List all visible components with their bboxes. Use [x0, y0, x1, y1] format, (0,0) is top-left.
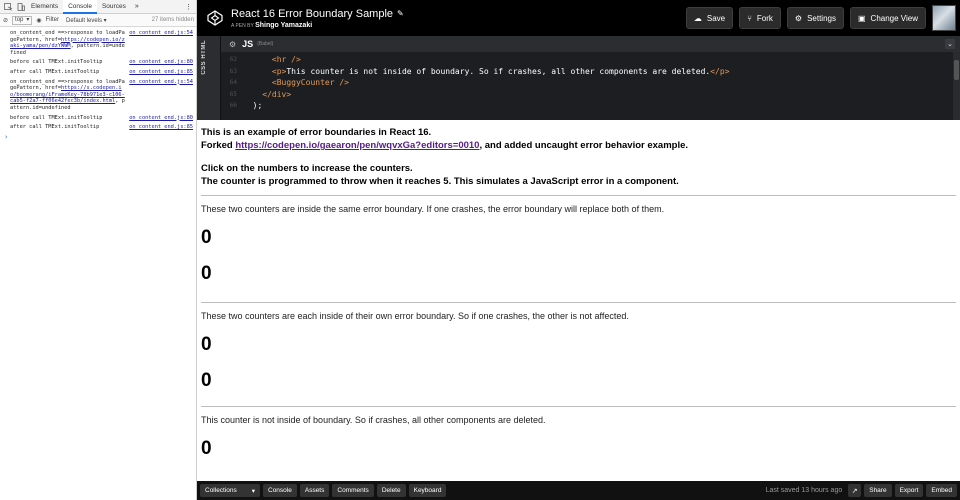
console-filterbar — [0, 14, 196, 27]
editor-collapse-chevron-down-icon[interactable]: ⌄ — [945, 39, 955, 49]
collections-label: Collections — [205, 487, 237, 494]
dropdown-arrow-icon: ▾ — [251, 487, 255, 495]
code-content — [243, 77, 349, 89]
edit-title-pencil-icon[interactable]: ✎ — [397, 9, 404, 18]
save-button[interactable] — [686, 7, 733, 29]
by-label: A PEN BY — [231, 22, 254, 29]
devtools-menu-icon[interactable]: ⋮ — [185, 3, 192, 11]
keyboard-button[interactable]: Keyboard — [409, 484, 447, 497]
last-saved-status: Last saved 13 hours ago — [765, 487, 843, 494]
code-line — [221, 89, 950, 101]
line-number: 62 — [229, 56, 237, 63]
tab-sources[interactable]: Sources — [101, 2, 126, 10]
code-content — [243, 54, 301, 66]
device-toolbar-icon[interactable] — [16, 2, 26, 12]
log-message-text: before call TMExt.initTooltip — [10, 114, 103, 121]
clear-console-icon[interactable]: ⊘ — [3, 17, 9, 24]
code-line — [221, 77, 950, 89]
assets-button[interactable]: Assets — [300, 484, 330, 497]
inspect-element-icon[interactable] — [3, 2, 13, 12]
pen-author[interactable]: Shingo Yamazaki — [255, 21, 313, 29]
filter-input[interactable]: Filter — [45, 17, 59, 23]
fork-label: Fork — [756, 13, 773, 23]
log-source-link[interactable]: on_content_end.js:54 — [129, 30, 193, 36]
section-3-description: This counter is not inside of boundary. So if crashes, all other components are deleted. — [201, 415, 546, 425]
pen-title[interactable]: React 16 Error Boundary Sample — [231, 7, 394, 20]
log-message-text: after call TMExt.initTooltip — [10, 124, 100, 131]
settings-button[interactable] — [787, 7, 844, 29]
line-number: 64 — [229, 79, 237, 86]
delete-button[interactable]: Delete — [377, 484, 406, 497]
tab-console[interactable]: Console — [63, 0, 97, 14]
console-log-entry — [10, 30, 193, 56]
collections-button[interactable] — [200, 484, 260, 497]
fork-button[interactable] — [739, 7, 781, 29]
console-log-entry — [10, 79, 193, 112]
save-label: Save — [706, 13, 726, 23]
context-select[interactable] — [12, 16, 32, 25]
change-view-button[interactable] — [850, 7, 926, 29]
fork-icon: ⑂ — [747, 13, 752, 23]
line-number: 63 — [229, 67, 237, 75]
code-token: </div> — [262, 89, 292, 99]
log-source-link[interactable]: on_content_end.js:80 — [129, 114, 193, 121]
live-expression-eye-icon[interactable]: ◉ — [36, 17, 42, 24]
comments-button[interactable]: Comments — [332, 484, 373, 497]
code-content — [243, 100, 262, 112]
code-content — [243, 66, 729, 78]
console-log-entry — [10, 115, 193, 122]
editor-preprocessor: (Babel) — [257, 41, 274, 47]
devtools-tabbar — [0, 0, 196, 14]
tab-elements[interactable]: Elements — [31, 2, 59, 10]
log-message-text: after call TMExt.initTooltip — [10, 68, 100, 75]
console-prompt[interactable]: › — [4, 132, 9, 141]
log-message-tail: , pattern.id=undefined — [10, 43, 125, 56]
code-token: This counter is not inside of boundary. So if crashes, all other components are deleted. — [286, 66, 711, 76]
console-log-entry — [10, 59, 193, 66]
log-source-link[interactable]: on_content_end.js:85 — [129, 68, 193, 75]
intro-text — [197, 120, 960, 188]
console-log-entry — [10, 69, 193, 76]
code-line — [221, 66, 950, 78]
code-indent — [243, 90, 262, 99]
codepen-footer — [197, 481, 960, 500]
avatar[interactable] — [932, 5, 956, 31]
log-source-link[interactable]: on_content_end.js:54 — [129, 78, 193, 85]
log-source-link[interactable]: on_content_end.js:85 — [129, 124, 193, 131]
line-number: 66 — [229, 102, 237, 109]
collapsed-css-html-panels[interactable] — [197, 36, 221, 120]
forked-link[interactable]: https://codepen.io/gaearon/pen/wqvxGa?editors=0010 — [235, 140, 480, 151]
codepen-header — [197, 0, 960, 36]
intro-line-1: This is an example of error boundaries in React 16. — [201, 127, 432, 138]
section-2-description: These two counters are each inside of their own error boundary. So if one crashes, the other is not affected. — [201, 311, 629, 321]
header-actions — [686, 5, 956, 31]
code-indent — [243, 67, 272, 76]
hidden-count: 27 items hidden — [151, 17, 194, 23]
counter-2[interactable]: 0 — [201, 263, 212, 284]
levels-select[interactable]: Default levels ▾ — [65, 17, 107, 24]
editor-scrollbar-thumb[interactable] — [954, 60, 959, 80]
embed-button[interactable]: Embed — [926, 484, 957, 497]
console-log-entry — [10, 124, 193, 131]
forked-line — [201, 139, 956, 152]
code-area[interactable] — [221, 54, 950, 112]
layout-icon: ▣ — [857, 13, 866, 23]
log-url-link[interactable]: https://s.codepen.io/boomerang/iFrameKey-78b971e3-c106-cab5-f2a7-ff06e42fec3b/index.html — [10, 85, 125, 105]
code-token: <hr /> — [271, 55, 301, 64]
section-1-description: These two counters are inside the same error boundary. If one crashes, the error boundary will replace both of them. — [201, 204, 665, 214]
context-value: top — [15, 17, 24, 23]
intro-line-2: Click on the numbers to increase the counters. — [201, 163, 413, 174]
line-number: 65 — [229, 90, 237, 98]
export-button[interactable]: Export — [895, 484, 924, 497]
code-line — [221, 54, 950, 66]
code-token: <BuggyCounter /> — [271, 78, 349, 87]
devtools-panel — [0, 0, 197, 500]
js-editor — [197, 36, 960, 120]
code-token: </p> — [710, 66, 730, 76]
code-indent — [243, 78, 272, 87]
forked-prefix: Forked — [201, 140, 236, 151]
cloud-icon: ☁ — [693, 13, 702, 23]
editor-settings-gear-icon[interactable]: ⚙ — [229, 39, 237, 49]
pen-title-block — [231, 8, 404, 29]
share-button[interactable]: Share — [864, 484, 891, 497]
js-editor-header — [221, 36, 960, 52]
counter-1[interactable]: 0 — [201, 227, 212, 248]
code-line — [221, 100, 950, 112]
code-indent — [243, 55, 272, 64]
codepen-logo-icon[interactable] — [205, 8, 225, 28]
log-message-tail: , pattern.id=undefined — [10, 98, 125, 111]
more-tabs-icon[interactable]: » — [134, 3, 139, 10]
counter-4[interactable]: 0 — [201, 370, 212, 391]
log-source-link[interactable]: on_content_end.js:80 — [129, 59, 193, 66]
result-preview — [197, 120, 960, 481]
change-view-label: Change View — [870, 13, 918, 23]
console-button[interactable]: Console — [263, 484, 297, 497]
log-message-text: on_content_end ==>response to loadPagePattern, href= — [10, 78, 125, 92]
console-log-area — [0, 27, 196, 140]
collapsed-panels-label: CSS HTML — [201, 40, 207, 75]
gear-icon: ⚙ — [794, 13, 803, 23]
code-content — [243, 89, 291, 101]
code-indent — [243, 101, 253, 110]
dropdown-arrow-icon: ▾ — [26, 17, 30, 23]
code-token: <p> — [271, 66, 287, 76]
log-message-text: before call TMExt.initTooltip — [10, 59, 103, 66]
pen-author-line — [231, 22, 404, 29]
editor-scrollbar[interactable] — [953, 52, 960, 120]
code-token: ); — [252, 101, 263, 110]
intro-line-3: The counter is programmed to throw when it reaches 5. This simulates a JavaScript error in a component. — [201, 176, 679, 187]
open-external-icon[interactable]: ↗ — [848, 484, 861, 497]
settings-label: Settings — [807, 13, 836, 23]
footer-right — [766, 484, 960, 497]
counter-5[interactable]: 0 — [201, 438, 212, 459]
log-url-link[interactable]: https://codepen.io/zaki-yama/pen/dzYWWM — [10, 36, 125, 50]
forked-suffix: , and added uncaught error behavior example. — [479, 140, 689, 151]
counter-3[interactable]: 0 — [201, 334, 212, 355]
log-message-text: on_content_end ==>response to loadPagePattern, href= — [10, 30, 125, 43]
editor-language: JS — [242, 39, 254, 49]
